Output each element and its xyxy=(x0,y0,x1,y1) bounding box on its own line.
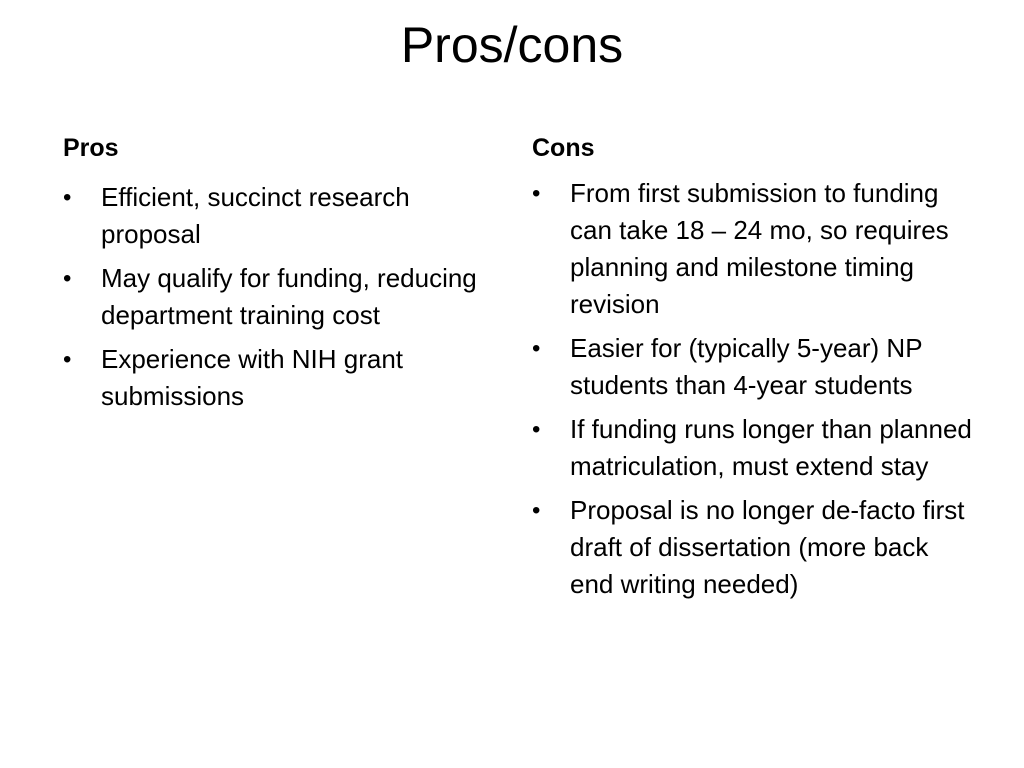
list-item-text: May qualify for funding, reducing department training cost xyxy=(101,263,477,330)
cons-list xyxy=(532,175,972,603)
cons-heading: Cons xyxy=(532,134,595,162)
cons-column xyxy=(532,130,972,610)
bullet-icon: • xyxy=(532,497,541,524)
bullet-icon: • xyxy=(532,180,541,207)
list-item-text: Efficient, succinct research proposal xyxy=(101,182,410,249)
list-item-text: Experience with NIH grant submissions xyxy=(101,344,404,411)
slide-title: Pros/cons xyxy=(400,17,624,73)
bullet-icon: • xyxy=(63,265,72,292)
list-item-text: Proposal is no longer de-facto first draft of dissertation (more back end writing needed) xyxy=(570,495,965,599)
list-item-text: If funding runs longer than planned matriculation, must extend stay xyxy=(570,414,972,481)
list-item xyxy=(532,411,972,485)
list-item-text: From first submission to funding can take 18 – 24 mo, so requires planning and milestone timing revision xyxy=(570,178,949,319)
bullet-icon: • xyxy=(63,184,72,211)
bullet-icon: • xyxy=(63,346,72,373)
pros-column xyxy=(63,130,483,422)
list-item xyxy=(63,260,483,334)
list-item xyxy=(532,492,972,603)
list-item xyxy=(532,330,972,404)
list-item xyxy=(63,179,483,253)
pros-heading: Pros xyxy=(63,134,119,162)
list-item xyxy=(63,341,483,415)
bullet-icon: • xyxy=(532,335,541,362)
bullet-icon: • xyxy=(532,416,541,443)
list-item-text: Easier for (typically 5-year) NP students than 4-year students xyxy=(570,333,923,400)
list-item xyxy=(532,175,972,323)
pros-list xyxy=(63,179,483,415)
